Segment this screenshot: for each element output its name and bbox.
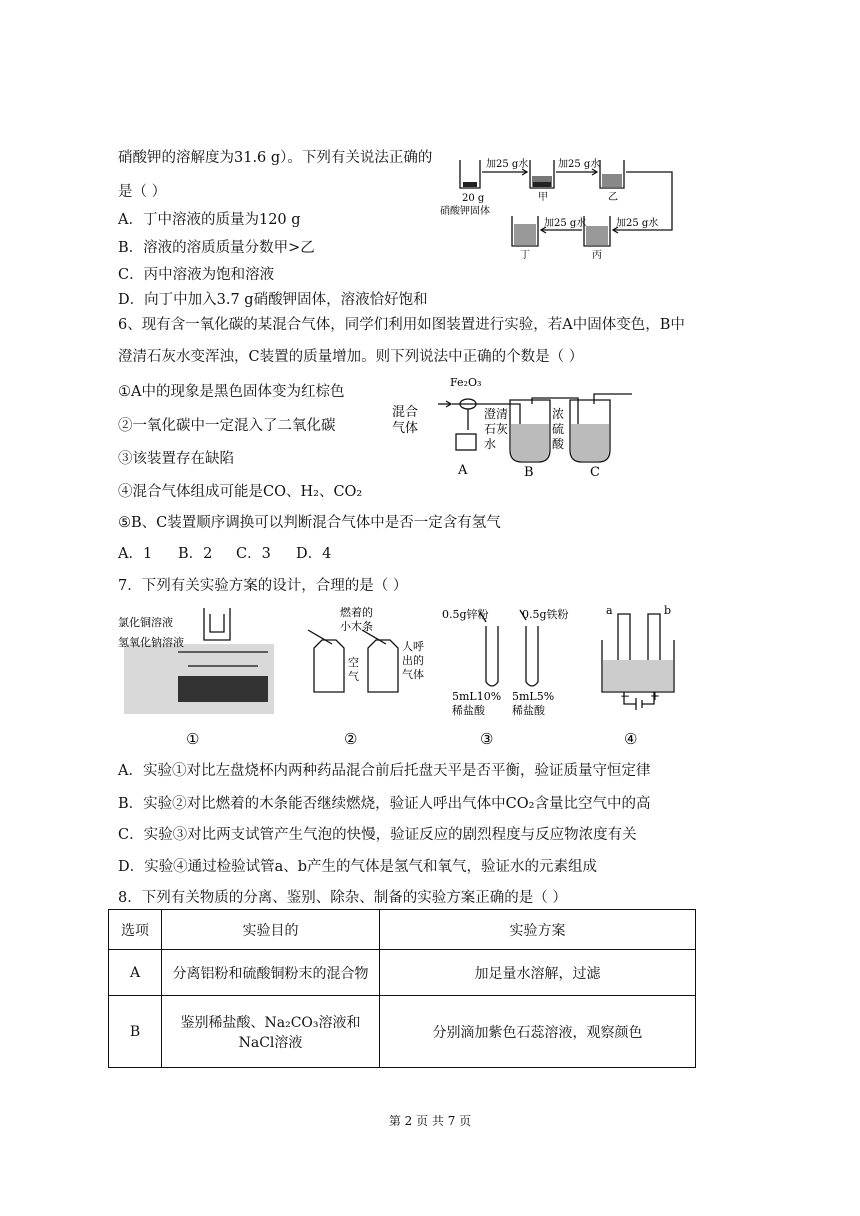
q6-label-gas-2: 气体 [392, 421, 419, 436]
q6-statement-5: ⑤B、C装置顺序调换可以判断混合气体中是否一定含有氢气 [118, 515, 501, 531]
q5-label-bing: 丙 [592, 250, 602, 261]
q5-option-b: B．溶液的溶质质量分数甲>乙 [118, 240, 315, 256]
q5-add-water-2: 加25 g水 [558, 159, 601, 170]
q7-label-cuso4: 氯化铜溶液 [118, 616, 173, 629]
q6-statement-2: ②一氧化碳中一定混入了二氧化碳 [118, 418, 336, 434]
q7-label-naoh: 氢氧化钠溶液 [118, 636, 184, 649]
row-a-option: A [109, 950, 162, 996]
q7-label-minus: − [620, 689, 631, 703]
q6-statement-3: ③该装置存在缺陷 [118, 451, 234, 467]
q6-label-lime-3: 水 [484, 437, 497, 451]
header-plan: 实验方案 [380, 910, 696, 950]
q6-label-c: C [590, 465, 600, 480]
q6-label-lime-1: 澄清 [484, 407, 509, 421]
q5-add-water-1: 加25 g水 [486, 159, 529, 170]
q6-label-lime-2: 石灰 [484, 422, 509, 436]
q5-label-ding: 丁 [520, 250, 530, 261]
q6-label-fe2o3: Fe₂O₃ [450, 376, 482, 389]
q7-stem: 7．下列有关实验方案的设计，合理的是（ ） [118, 578, 408, 594]
q7-label-plus: + [650, 689, 661, 703]
page-footer: 第 2 页 共 7 页 [388, 1114, 472, 1128]
q7-number-4: ④ [624, 730, 638, 748]
q5-solid-name: 硝酸钾固体 [440, 206, 490, 217]
q7-label-hcl2-a: 5mL5% [512, 690, 555, 703]
q7-number-2: ② [344, 730, 358, 748]
q6-option-a: A．1 [118, 546, 153, 562]
q5-option-a: A．丁中溶液的质量为120 g [118, 212, 301, 228]
q7-label-stick-1: 燃着的 [340, 606, 373, 619]
q7-label-hcl1-a: 5mL10% [452, 690, 502, 703]
q5-stem-line1: 硝酸钾的溶解度为31.6 g）。下列有关说法正确的 [118, 150, 433, 166]
q7-label-breath-2: 出的 [402, 654, 424, 667]
q7-option-c: C．实验③对比两支试管产生气泡的快慢，验证反应的剧烈程度与反应物浓度有关 [118, 827, 637, 843]
table-header-row [109, 910, 696, 950]
row-a-plan: 加足量水溶解，过滤 [380, 950, 696, 996]
q7-option-b: B．实验②对比燃着的木条能否继续燃烧，验证人呼出气体中CO₂含量比空气中的高 [118, 796, 651, 812]
q5-solid-mass: 20 g [462, 193, 485, 204]
q7-label-zn: 0.5g锌粉 [442, 608, 489, 621]
q6-statement-1: ①A中的现象是黑色固体变为红棕色 [118, 384, 345, 400]
q7-label-fe: 0.5g铁粉 [522, 608, 569, 621]
q7-label-breath-3: 气体 [402, 668, 424, 681]
table-row [109, 950, 696, 996]
q6-stem-line2: 澄清石灰水变浑浊，C装置的质量增加。则下列说法中正确的个数是（ ） [118, 349, 584, 365]
row-b-option: B [109, 996, 162, 1068]
q5-label-yi: 乙 [608, 192, 618, 203]
q5-beaker-diagram [440, 150, 690, 262]
header-option: 选项 [109, 910, 162, 950]
q8-table [108, 909, 696, 1068]
q7-option-a: A．实验①对比左盘烧杯内两种药品混合前后托盘天平是否平衡，验证质量守恒定律 [118, 763, 651, 779]
q7-label-hcl2-b: 稀盐酸 [512, 704, 545, 717]
q8-stem: 8．下列有关物质的分离、鉴别、除杂、制备的实验方案正确的是（ ） [118, 890, 567, 906]
q7-label-hcl1-b: 稀盐酸 [452, 704, 485, 717]
q5-stem-line2: 是（ ） [118, 184, 167, 200]
q6-option-d: D．4 [296, 546, 332, 562]
row-b-purpose: 鉴别稀盐酸、Na₂CO₃溶液和NaCl溶液 [162, 996, 380, 1068]
q5-option-c: C．丙中溶液为饱和溶液 [118, 267, 275, 283]
q7-number-1: ① [186, 730, 200, 748]
row-a-purpose: 分离铝粉和硫酸铜粉末的混合物 [162, 950, 380, 996]
q5-label-jia: 甲 [538, 192, 548, 203]
q6-option-c: C．3 [236, 546, 271, 562]
header-purpose: 实验目的 [162, 910, 380, 950]
q6-stem-line1: 6、现有含一氧化碳的某混合气体，同学们利用如图装置进行实验，若A中固体变色，B中 [118, 317, 685, 333]
q6-label-a: A [458, 463, 468, 478]
q7-experiments-figure [118, 600, 698, 750]
q7-number-3: ③ [480, 730, 494, 748]
q7-label-b: b [664, 604, 672, 617]
q6-label-acid-3: 酸 [552, 437, 565, 451]
q6-apparatus-diagram [388, 370, 648, 482]
q6-label-acid-1: 浓 [552, 407, 565, 421]
q6-statement-4: ④混合气体组成可能是CO、H₂、CO₂ [118, 484, 363, 500]
q6-label-gas-1: 混合 [392, 405, 419, 420]
q7-label-stick-2: 小木条 [340, 620, 373, 633]
q7-option-d: D．实验④通过检验试管a、b产生的气体是氢气和氧气，验证水的元素组成 [118, 859, 598, 875]
table-row [109, 996, 696, 1068]
q6-label-acid-2: 硫 [552, 422, 565, 436]
q7-label-breath-1: 人呼 [402, 640, 424, 653]
q6-label-b: B [524, 465, 534, 480]
q7-label-a: a [606, 604, 613, 617]
q5-add-water-3: 加25 g水 [616, 218, 659, 229]
row-b-plan: 分别滴加紫色石蕊溶液，观察颜色 [380, 996, 696, 1068]
q6-option-b: B．2 [178, 546, 213, 562]
q7-label-air-1: 空 [348, 656, 359, 669]
q5-option-d: D．向丁中加入3.7 g硝酸钾固体，溶液恰好饱和 [118, 292, 428, 308]
q7-label-air-2: 气 [348, 670, 359, 683]
q5-add-water-4: 加25 g水 [544, 218, 587, 229]
